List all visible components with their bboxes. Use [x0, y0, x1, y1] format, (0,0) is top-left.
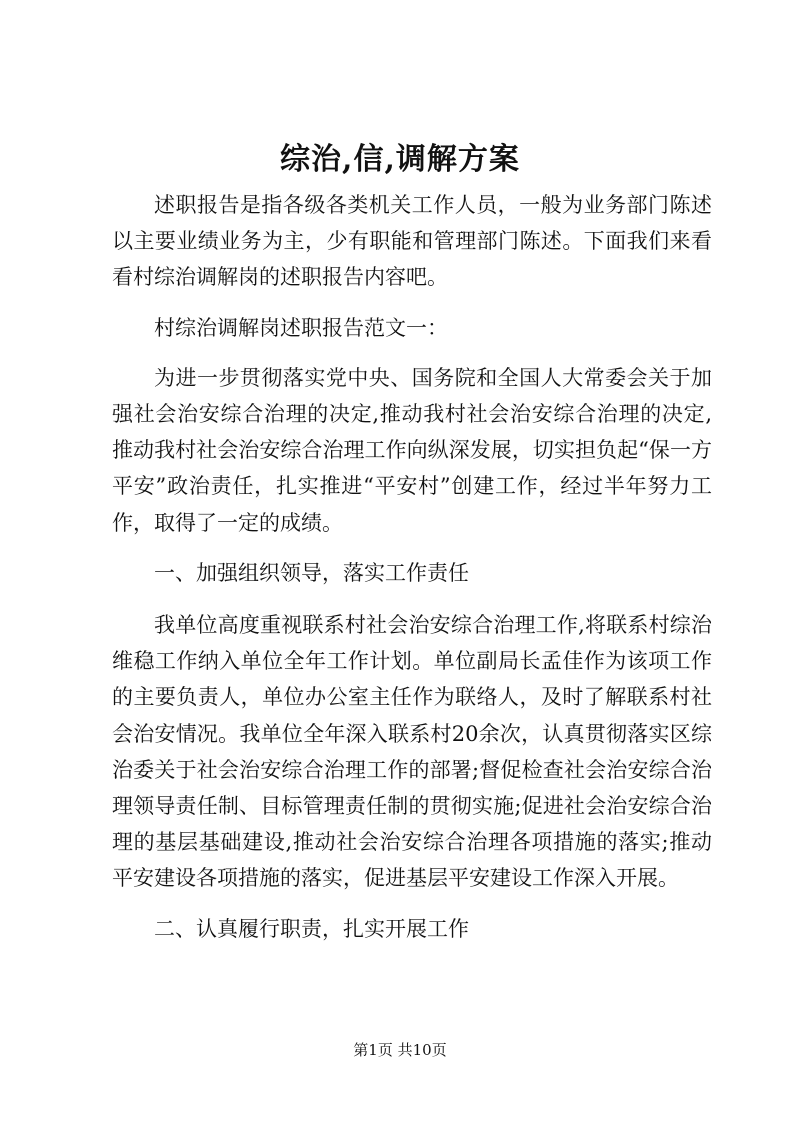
- section-heading-2: 二、认真履行职责，扎实开展工作: [154, 916, 469, 941]
- page-number: 第1页 共10页: [353, 1041, 447, 1059]
- paragraph-intro: 述职报告是指各级各类机关工作人员，一般为业务部门陈述以主要业绩业务为主，少有职能和管理部门陈述。下面我们来看看村综治调解岗的述职报告内容吧。: [112, 193, 712, 290]
- section-heading-1: 一、加强组织领导，落实工作责任: [154, 560, 469, 585]
- paragraph-purpose: 为进一步贯彻落实党中央、国务院和全国人大常委会关于加强社会治安综合治理的决定,推动我村社会治安综合治理的决定,推动我村社会治安综合治理工作向纵深发展，切实担负起“保一方平安”政治责任，扎实推进“平安村”创建工作，经过半年努力工作，取得了一定的成绩。: [112, 365, 712, 535]
- document-body: [112, 187, 712, 963]
- page-title: 综治,信,调解方案: [280, 142, 520, 177]
- paragraph-sample-heading: 村综治调解岗述职报告范文一：: [154, 315, 448, 340]
- paragraph-organization: 我单位高度重视联系村社会治安综合治理工作,将联系村综治维稳工作纳入单位全年工作计划。单位副局长孟佳作为该项工作的主要负责人，单位办公室主任作为联络人，及时了解联系村社会治安情况。我单位全年深入联系村20余次，认真贯彻落实区综治委关于社会治安综合治理工作的部署;督促检查社会治安综合治理领导责任制、目标管理责任制的贯彻实施;促进社会治安综合治理的基层基础建设,推动社会治安综合治理各项措施的落实;推动平安建设各项措施的落实，促进基层平安建设工作深入开展。: [112, 613, 712, 891]
